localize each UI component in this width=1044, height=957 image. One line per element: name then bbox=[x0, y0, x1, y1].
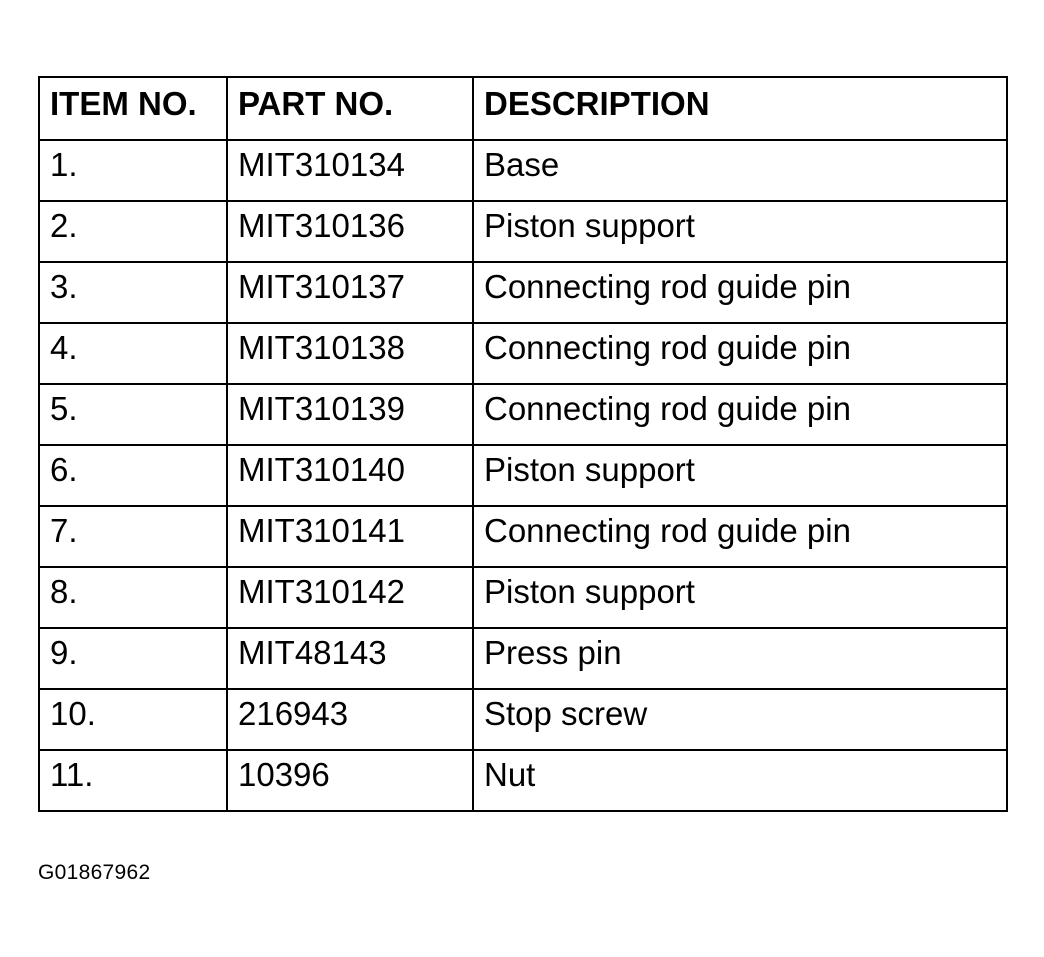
item-no-cell: 6. bbox=[39, 445, 227, 506]
item-no-cell: 11. bbox=[39, 750, 227, 811]
part-no-cell: 10396 bbox=[227, 750, 473, 811]
item-no-cell: 4. bbox=[39, 323, 227, 384]
description-cell: Piston support bbox=[473, 445, 1007, 506]
description-cell: Nut bbox=[473, 750, 1007, 811]
table-row bbox=[39, 201, 1007, 262]
table-row bbox=[39, 567, 1007, 628]
item-no-cell: 9. bbox=[39, 628, 227, 689]
description-cell: Piston support bbox=[473, 567, 1007, 628]
table-row bbox=[39, 689, 1007, 750]
table-row bbox=[39, 323, 1007, 384]
description-cell: Piston support bbox=[473, 201, 1007, 262]
parts-table bbox=[38, 76, 1008, 812]
part-no-cell: 216943 bbox=[227, 689, 473, 750]
header-part-no: PART NO. bbox=[227, 77, 473, 140]
item-no-cell: 3. bbox=[39, 262, 227, 323]
item-no-cell: 2. bbox=[39, 201, 227, 262]
part-no-cell: MIT310141 bbox=[227, 506, 473, 567]
header-item-no: ITEM NO. bbox=[39, 77, 227, 140]
part-no-cell: MIT310138 bbox=[227, 323, 473, 384]
table-row bbox=[39, 384, 1007, 445]
header-description: DESCRIPTION bbox=[473, 77, 1007, 140]
description-cell: Base bbox=[473, 140, 1007, 201]
table-row bbox=[39, 750, 1007, 811]
header-row bbox=[39, 77, 1007, 140]
part-no-cell: MIT48143 bbox=[227, 628, 473, 689]
description-cell: Stop screw bbox=[473, 689, 1007, 750]
table-row bbox=[39, 506, 1007, 567]
item-no-cell: 1. bbox=[39, 140, 227, 201]
description-cell: Press pin bbox=[473, 628, 1007, 689]
description-cell: Connecting rod guide pin bbox=[473, 262, 1007, 323]
part-no-cell: MIT310142 bbox=[227, 567, 473, 628]
part-no-cell: MIT310136 bbox=[227, 201, 473, 262]
part-no-cell: MIT310139 bbox=[227, 384, 473, 445]
description-cell: Connecting rod guide pin bbox=[473, 323, 1007, 384]
part-no-cell: MIT310137 bbox=[227, 262, 473, 323]
table-row bbox=[39, 262, 1007, 323]
table-row bbox=[39, 445, 1007, 506]
item-no-cell: 5. bbox=[39, 384, 227, 445]
item-no-cell: 7. bbox=[39, 506, 227, 567]
item-no-cell: 8. bbox=[39, 567, 227, 628]
table-row bbox=[39, 140, 1007, 201]
item-no-cell: 10. bbox=[39, 689, 227, 750]
description-cell: Connecting rod guide pin bbox=[473, 384, 1007, 445]
description-cell: Connecting rod guide pin bbox=[473, 506, 1007, 567]
table-row bbox=[39, 628, 1007, 689]
part-no-cell: MIT310140 bbox=[227, 445, 473, 506]
part-no-cell: MIT310134 bbox=[227, 140, 473, 201]
figure-id: G01867962 bbox=[38, 861, 151, 884]
